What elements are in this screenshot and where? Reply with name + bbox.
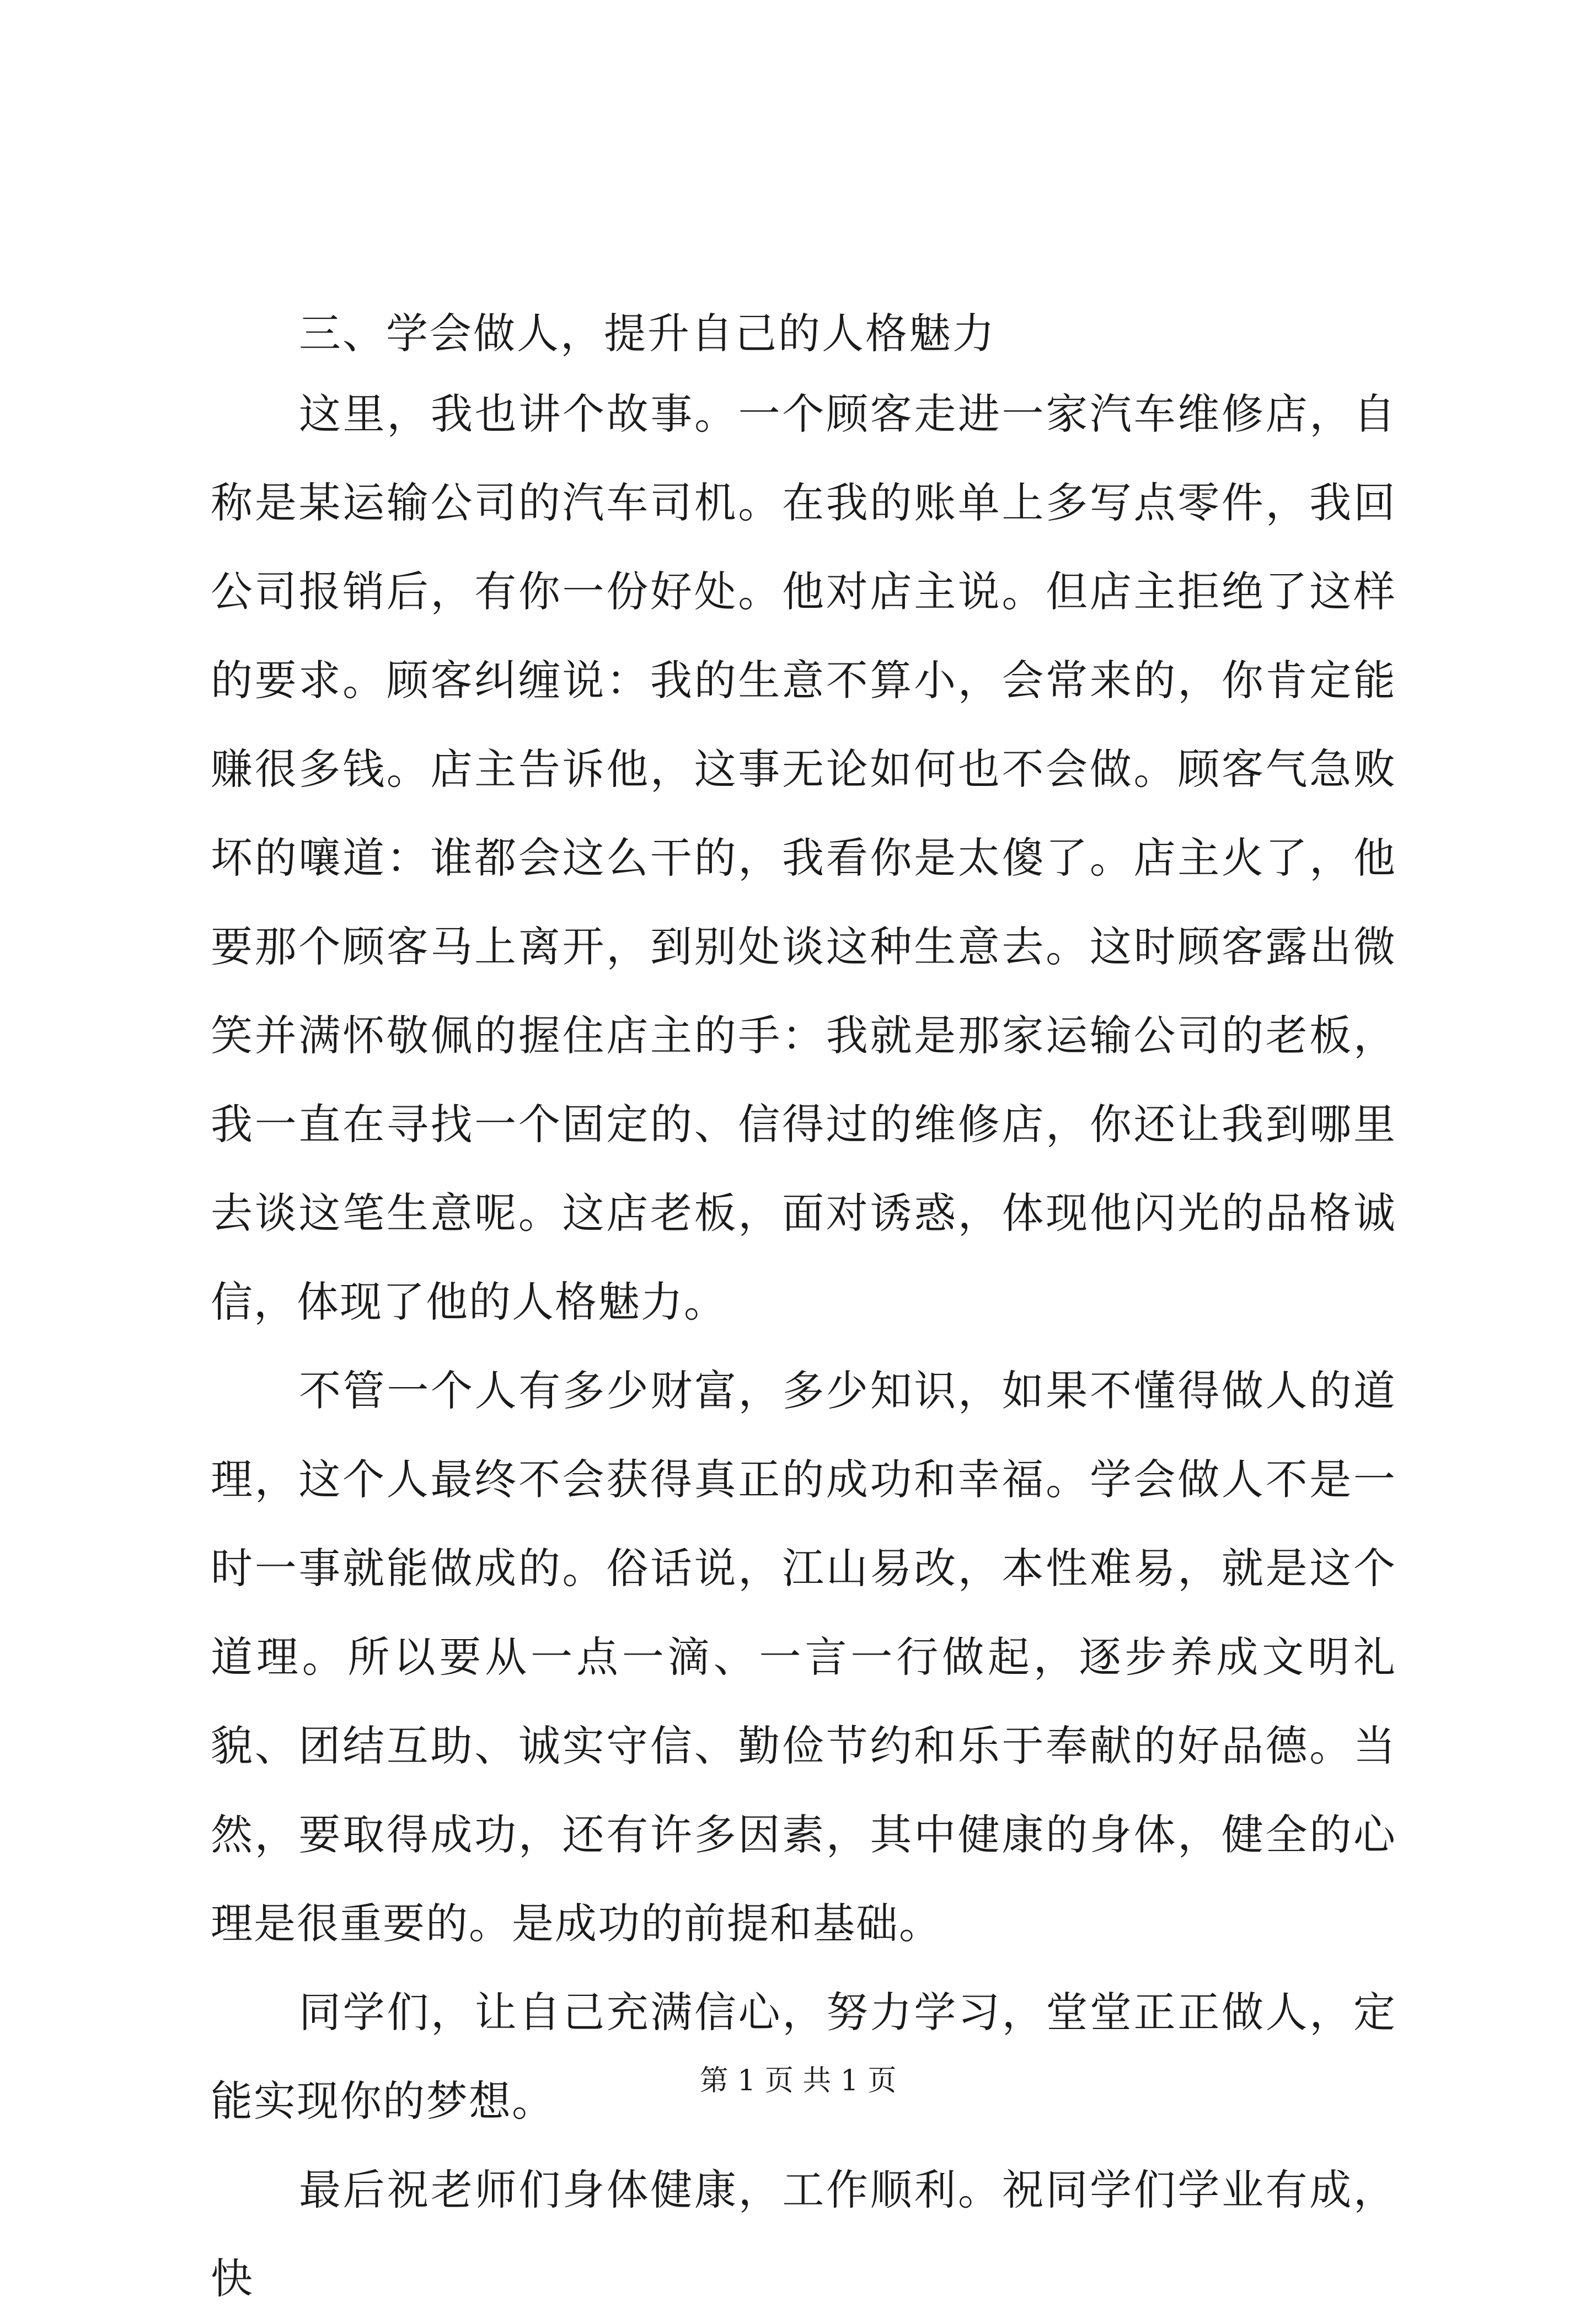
document-body	[211, 298, 1396, 2323]
paragraph-character: 不管一个人有多少财富，多少知识，如果不懂得做人的道理，这个人最终不会获得真正的成功和幸福。学会做人不是一时一事就能做成的。俗话说，江山易改，本性难易，就是这个道理。所以要从一点一滴、一言一行做起，逐步养成文明礼貌、团结互助、诚实守信、勤俭节约和乐于奉献的好品德。当然，要取得成功，还有许多因素，其中健康的身体，健全的心理是很重要的。是成功的前提和基础。	[211, 1366, 1396, 1948]
paragraph-closing: 最后祝老师们身体健康，工作顺利。祝同学们学业有成，快	[211, 2165, 1396, 2303]
paragraph-encouragement: 同学们，让自己充满信心，努力学习，堂堂正正做人，定能实现你的梦想。	[211, 1988, 1396, 2126]
paragraph-story: 这里，我也讲个故事。一个顾客走进一家汽车维修店，自称是某运输公司的汽车司机。在我的账单上多写点零件，我回公司报销后，有你一份好处。他对店主说。但店主拒绝了这样的要求。顾客纠缠说：我的生意不算小，会常来的，你肯定能赚很多钱。店主告诉他，这事无论如何也不会做。顾客气急败坏的嚷道：谁都会这么干的，我看你是太傻了。店主火了，他要那个顾客马上离开，到别处谈这种生意去。这时顾客露出微笑并满怀敬佩的握住店主的手：我就是那家运输公司的老板，我一直在寻找一个固定的、信得过的维修店，你还让我到哪里去谈这笔生意呢。这店老板，面对诱惑，体现他闪光的品格诚信，体现了他的人格魅力。	[211, 389, 1396, 1326]
section-heading: 三、学会做人，提升自己的人格魅力	[299, 309, 996, 358]
page-footer: 第 1 页 共 1 页	[699, 2064, 897, 2097]
